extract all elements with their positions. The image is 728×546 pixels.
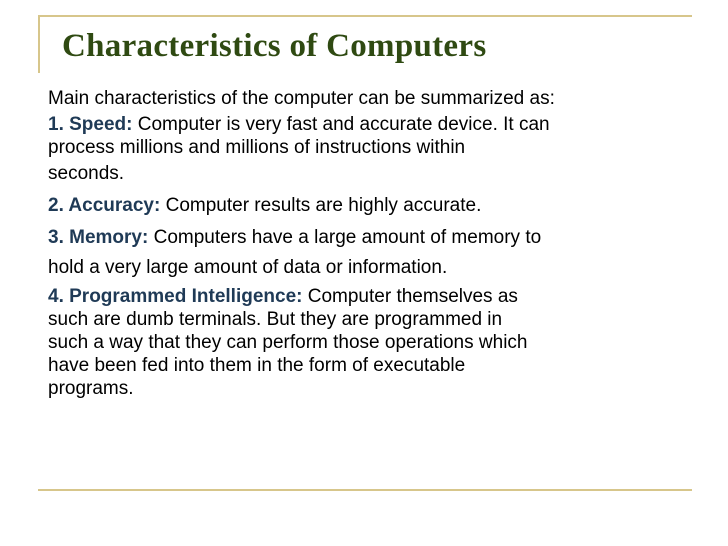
bottom-rule [38,489,692,491]
item-line: seconds. [48,163,125,184]
intro-text: Main characteristics of the computer can be summarized as: [48,88,555,109]
item-line: such are dumb terminals. But they are programmed in [48,309,503,330]
item-heading: 3. Memory: [48,227,149,248]
item-text: Computer results are highly accurate. [165,195,482,216]
slide-body [48,86,688,402]
item-line [48,223,688,253]
item-heading: 2. Accuracy: [48,195,161,216]
top-rule [38,15,692,17]
item-text: Computer themselves as [307,286,518,307]
item-text: Computers have a large amount of memory to [153,227,542,248]
list-item-accuracy [48,191,688,221]
item-text: Computer is very fast and accurate device. It can [137,114,550,135]
item-line: process millions and millions of instructions within [48,137,466,158]
list-item-memory [48,223,688,283]
slide-title: Characteristics of Computers [62,28,487,64]
item-line [48,191,688,221]
list-item-speed [48,113,688,189]
characteristics-list [48,113,688,400]
item-line: such a way that they can perform those operations which [48,332,528,353]
item-line: programs. [48,378,134,399]
item-heading: 4. Programmed Intelligence: [48,286,303,307]
item-line: have been fed into them in the form of executable [48,355,466,376]
title-side-rule [38,15,40,73]
item-heading: 1. Speed: [48,114,133,135]
list-item-programmed-intelligence [48,285,688,400]
item-line [48,285,688,308]
item-line [48,113,688,136]
item-line: hold a very large amount of data or information. [48,257,448,278]
